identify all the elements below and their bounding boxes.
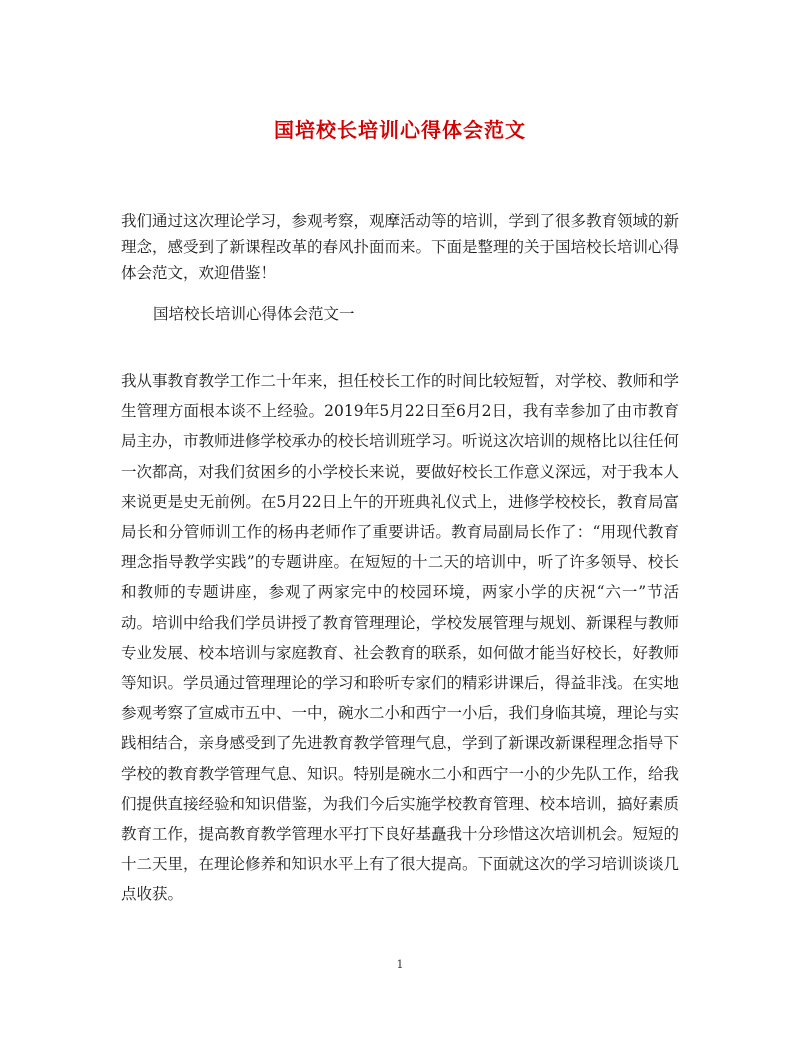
page-number: 1 (396, 958, 404, 971)
document-title: 国培校长培训心得体会范文 (274, 118, 526, 142)
body-paragraph: 我从事教育教学工作二十年来，担任校长工作的时间比较短暂，对学校、教师和学生管理方面根本谈不上经验。2019年5月22日至6月2日，我有幸参加了由市教育局主办，市教师进修学校承办的校长培训班学习。听说这次培训的规格比以往任何一次都高，对我们贫困乡的小学校长来说，要做好校长工作意义深远，对于我本人来说更是史无前例。在5月22日上午的开班典礼仪式上，进修学校校长，教育局富局长和分管师训工作的杨冉老师作了重要讲话。教育局副局长作了：“用现代教育理念指导教学实践”的专题讲座。在短短的十二天的培训中，听了许多领导、校长和教师的专题讲座，参观了两家完中的校园环境，两家小学的庆祝“六一”节活动。培训中给我们学员讲授了教育管理理论，学校发展管理与规划、新课程与教师专业发展、校本培训与家庭教育、社会教育的联系，如何做才能当好校长，好教师等知识。学员通过管理理论的学习和聆听专家们的精彩讲课后，得益非浅。在实地参观考察了宣威市五中、一中，碗水二小和西宁一小后，我们身临其境，理论与实践相结合，亲身感受到了先进教育教学管理气息，学到了新课改新课程理念指导下学校的教育教学管理气息、知识。特别是碗水二小和西宁一小的少先队工作，给我们提供直接经验和知识借鉴，为我们今后实施学校教育管理、校本培训，搞好素质教育工作，提高教育教学管理水平打下良好基矗我十分珍惜这次培训机会。短短的十二天里，在理论修养和知识水平上有了很大提高。下面就这次的学习培训谈谈几点收获。 (121, 372, 680, 904)
intro-paragraph: 我们通过这次理论学习，参观考察，观摩活动等的培训，学到了很多教育领域的新理念，感受到了新课程改革的春风扑面而来。下面是整理的关于国培校长培训心得体会范文，欢迎借鉴！ (121, 212, 680, 282)
section-heading: 国培校长培训心得体会范文一 (153, 305, 355, 323)
